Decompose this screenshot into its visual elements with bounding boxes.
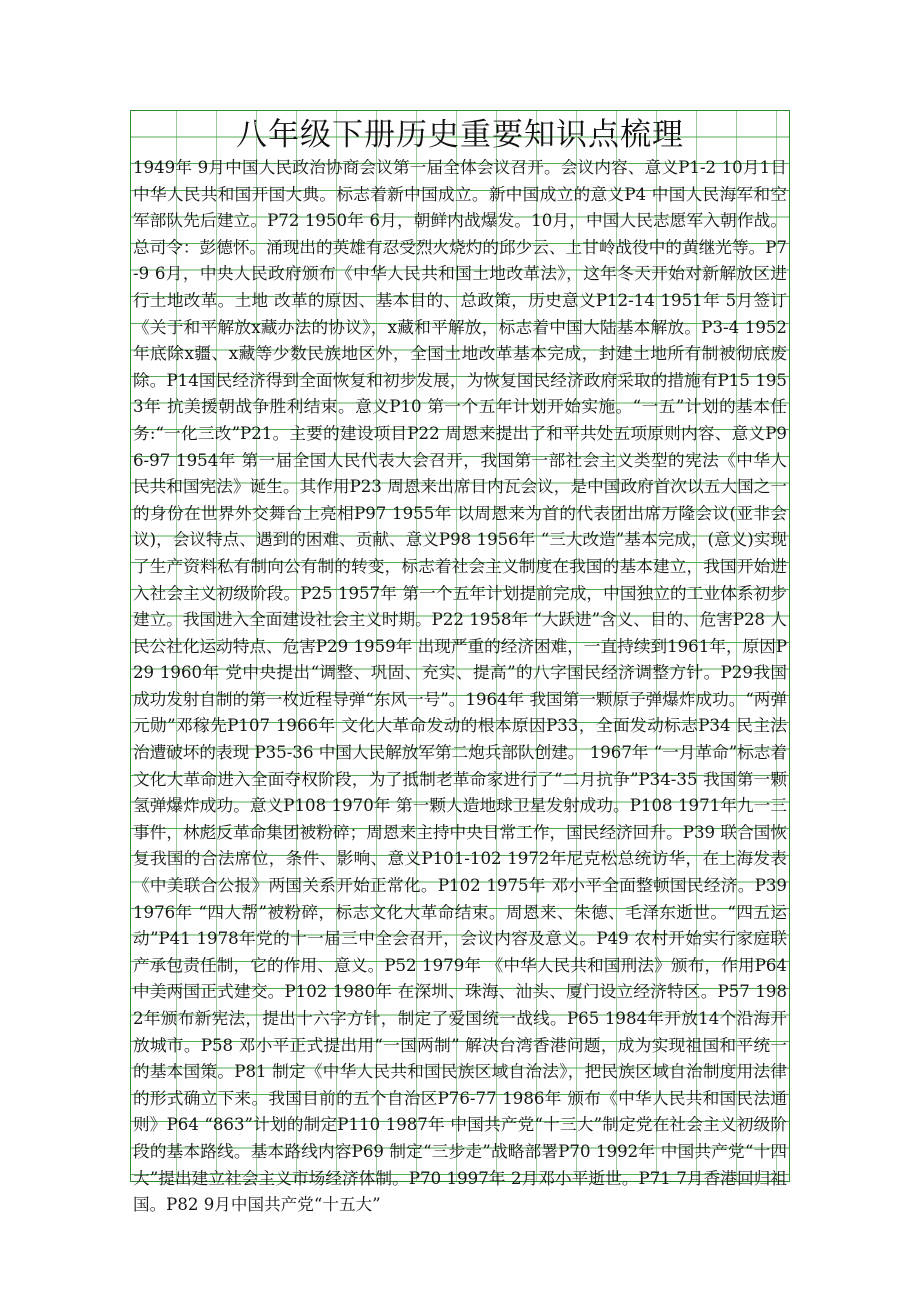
- document-body: 1949年 9月中国人民政治协商会议第一届全体会议召开。会议内容、意义P1-2 10月1日中华人民共和国开国大典。标志着新中国成立。新中国成立的意义P4 中国人民海军和空军部队先后建立。P72 1950年 6月，朝鲜内战爆发。10月，中国人民志愿军入朝作战。总司令：彭德怀。涌现出的英雄有忍受烈火烧灼的邱少云、上甘岭战役中的黄继光等。P7-9 6月，中央人民政府颁布《中华人民共和国土地改革法》，这年冬天开始对新解放区进行土地改革。土地 改革的原因、基本目的、总政策，历史意义P12-14 1951年 5月签订《关于和平解放x藏办法的协议》，x藏和平解放，标志着中国大陆基本解放。P3-4 1952年底除x疆、x藏等少数民族地区外，全国土地改革基本完成，封建土地所有制被彻底废除。P14国民经济得到全面恢复和初步发展，为恢复国民经济政府采取的措施有P15 1953年 抗美援朝战争胜利结束。意义P10 第一个五年计划开始实施。“一五”计划的基本任务:“一化三改”P21。主要的建设项目P22 周恩来提出了和平共处五项原则内容、意义P96-97 1954年 第一届全国人民代表大会召开，我国第一部社会主义类型的宪法《中华人民共和国宪法》诞生。其作用P23 周恩来出席日内瓦会议，是中国政府首次以五大国之一的身份在世界外交舞台上亮相P97 1955年 以周恩来为首的代表团出席万隆会议(亚非会议)，会议特点、遇到的困难、贡献、意义P98 1956年 “三大改造”基本完成，(意义)实现了生产资料私有制向公有制的转变，标志着社会主义制度在我国的基本建立，我国开始进入社会主义初级阶段。P25 1957年 第一个五年计划提前完成，中国独立的工业体系初步建立。我国进入全面建设社会主义时期。P22 1958年 “大跃进”含义、目的、危害P28 人民公社化运动特点、危害P29 1959年 出现严重的经济困难，一直持续到1961年，原因P29 1960年 党中央提出“调整、巩固、充实、提高”的八字国民经济调整方针。P29我国成功发射自制的第一枚近程导弹“东风一号”。1964年 我国第一颗原子弹爆炸成功。“两弹元勋”邓稼先P107 1966年 文化大革命发动的根本原因P33，全面发动标志P34 民主法治遭破坏的表现 P35-36 中国人民解放军第二炮兵部队创建。 1967年 “一月革命”标志着文化大革命进入全面夺权阶段，为了抵制老革命家进行了“二月抗争”P34-35 我国第一颗氢弹爆炸成功。意义P108 1970年 第一颗人造地球卫星发射成功。P108 1971年九一三事件，林彪反革命集团被粉碎；周恩来主持中央日常工作，国民经济回升。P39 联合国恢复我国的合法席位，条件、影响、意义P101-102 1972年尼克松总统访华，在上海发表《中美联合公报》两国关系开始正常化。P102 1975年 邓小平全面整顿国民经济。P39 1976年 “四人帮”被粉碎，标志文化大革命结束。周恩来、朱德、毛泽东逝世。“四五运动”P41 1978年党的十一届三中全会召开，会议内容及意义。P49 农村开始实行家庭联产承包责任制，它的作用、意义。P52 1979年 《中华人民共和国刑法》颁布，作用P64 中美两国正式建交。P102 1980年 在深圳、珠海、汕头、厦门设立经济特区。P57 1982年颁布新宪法，提出十六字方针，制定了爱国统一战线。P65 1984年开放14个沿海开放城市。P58 邓小平正式提出用“一国两制” 解决台湾香港问题，成为实现祖国和平统一的基本国策。P81 制定《中华人民共和国民族区域自治法》，把民族区域自治制度用法律的形式确立下来。我国目前的五个自治区P76-77 1986年 颁布《中华人民共和国民法通则》P64 “863”计划的制定P110 1987年 中国共产党“十三大”制定党在社会主义初级阶段的基本路线。基本路线内容P69 制定“三步走”战略部署P70 1992年 中国共产党“十四大”提出建立社会主义市场经济体制。P70 1997年 2月邓小平逝世。P71 7月香港回归祖国。P82 9月中国共产党“十五大”: [133, 158, 787, 1215]
- document-page: [130, 110, 790, 1215]
- document-title: 八年级下册历史重要知识点梳理: [236, 117, 684, 153]
